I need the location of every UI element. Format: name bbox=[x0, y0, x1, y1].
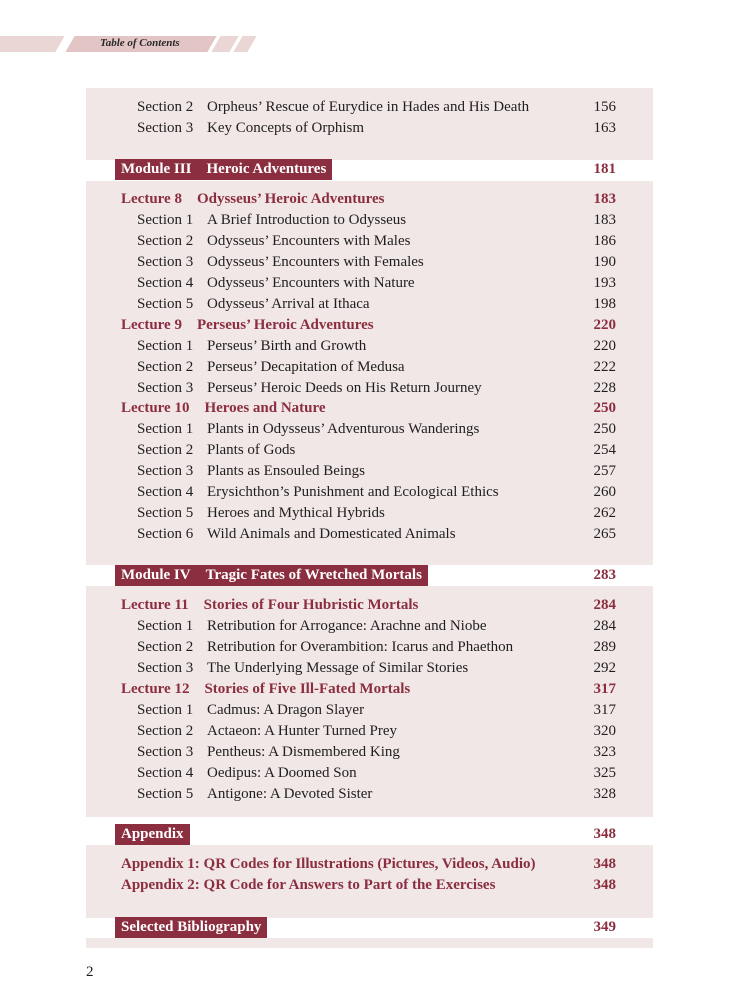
module-heading bbox=[115, 565, 428, 586]
section-label: Section 3 bbox=[137, 254, 194, 270]
lecture-title: Perseus’ Heroic Adventures bbox=[196, 317, 374, 333]
toc-section-row[interactable] bbox=[0, 118, 750, 138]
section-label: Section 2 bbox=[137, 723, 194, 739]
lecture-label: Lecture 10 bbox=[121, 400, 190, 416]
toc-section-row[interactable] bbox=[0, 742, 750, 762]
toc-section-row[interactable] bbox=[0, 419, 750, 439]
lecture-page: 250 bbox=[593, 400, 616, 416]
section-title: Retribution for Overambition: Icarus and Phaethon bbox=[207, 639, 514, 655]
section-label: Section 1 bbox=[137, 212, 194, 228]
toc-panel bbox=[86, 938, 653, 948]
lecture-page: 284 bbox=[593, 597, 616, 613]
section-label: Section 2 bbox=[137, 359, 194, 375]
section-label: Section 6 bbox=[137, 526, 194, 542]
lecture-label: Lecture 8 bbox=[121, 191, 182, 207]
section-title: Odysseus’ Encounters with Males bbox=[207, 233, 411, 249]
appendix-item-page: 348 bbox=[593, 877, 616, 893]
section-title: Key Concepts of Orphism bbox=[207, 120, 365, 136]
toc-section-row[interactable] bbox=[0, 357, 750, 377]
toc-section-row[interactable] bbox=[0, 503, 750, 523]
section-page: 198 bbox=[593, 296, 616, 312]
section-title: Cadmus: A Dragon Slayer bbox=[207, 702, 365, 718]
section-page: 292 bbox=[593, 660, 616, 676]
section-page: 328 bbox=[593, 786, 616, 802]
lecture-title: Odysseus’ Heroic Adventures bbox=[196, 191, 385, 207]
toc-section-row[interactable] bbox=[0, 273, 750, 293]
section-title: Heroes and Mythical Hybrids bbox=[207, 505, 385, 521]
section-title: Oedipus: A Doomed Son bbox=[207, 765, 357, 781]
module-label: Module III bbox=[121, 161, 192, 177]
appendix-item-title: Appendix 1: QR Codes for Illustrations (Pictures, Videos, Audio) bbox=[121, 856, 536, 872]
toc-section-row[interactable] bbox=[0, 658, 750, 678]
toc-lecture-row[interactable] bbox=[0, 595, 750, 615]
toc-section-row[interactable] bbox=[0, 440, 750, 460]
toc-section-row[interactable] bbox=[0, 231, 750, 251]
section-page: 265 bbox=[593, 526, 616, 542]
toc-section-row[interactable] bbox=[0, 637, 750, 657]
lecture-heading bbox=[121, 679, 410, 699]
section-label: Section 1 bbox=[137, 702, 194, 718]
section-page: 183 bbox=[593, 212, 616, 228]
lecture-label: Lecture 11 bbox=[121, 597, 189, 613]
lecture-label: Lecture 12 bbox=[121, 681, 190, 697]
appendix-item-title: Appendix 2: QR Code for Answers to Part of the Exercises bbox=[121, 877, 496, 893]
lecture-heading bbox=[121, 189, 384, 209]
lecture-title: Heroes and Nature bbox=[204, 400, 326, 416]
toc-section-row[interactable] bbox=[0, 294, 750, 314]
lecture-title: Stories of Four Hubristic Mortals bbox=[203, 597, 419, 613]
appendix-item-page: 348 bbox=[593, 856, 616, 872]
toc-section-row[interactable] bbox=[0, 524, 750, 544]
module-title: Tragic Fates of Wretched Mortals bbox=[205, 567, 422, 583]
section-label: Section 1 bbox=[137, 618, 194, 634]
toc-lecture-row[interactable] bbox=[0, 398, 750, 418]
toc-section-row[interactable] bbox=[0, 784, 750, 804]
toc-section-row[interactable] bbox=[0, 336, 750, 356]
running-header bbox=[0, 36, 270, 54]
bibliography-page: 349 bbox=[593, 919, 616, 935]
section-page: 257 bbox=[593, 463, 616, 479]
section-label: Section 3 bbox=[137, 463, 194, 479]
section-label: Section 4 bbox=[137, 765, 194, 781]
module-heading-row[interactable] bbox=[0, 159, 750, 180]
appendix-heading-row[interactable] bbox=[0, 824, 750, 845]
section-title: Odysseus’ Arrival at Ithaca bbox=[207, 296, 370, 312]
section-page: 163 bbox=[593, 120, 616, 136]
section-label: Section 3 bbox=[137, 744, 194, 760]
section-page: 260 bbox=[593, 484, 616, 500]
module-page: 181 bbox=[593, 161, 616, 177]
page-number: 2 bbox=[86, 964, 94, 980]
section-title: Odysseus’ Encounters with Nature bbox=[207, 275, 415, 291]
appendix-heading: Appendix bbox=[115, 824, 190, 845]
section-title: Antigone: A Devoted Sister bbox=[207, 786, 373, 802]
module-label: Module IV bbox=[121, 567, 191, 583]
section-page: 193 bbox=[593, 275, 616, 291]
bibliography-heading: Selected Bibliography bbox=[115, 917, 267, 938]
section-label: Section 3 bbox=[137, 660, 194, 676]
lecture-title: Stories of Five Ill-Fated Mortals bbox=[204, 681, 411, 697]
running-title: Table of Contents bbox=[100, 37, 180, 49]
section-page: 289 bbox=[593, 639, 616, 655]
toc-section-row[interactable] bbox=[0, 482, 750, 502]
lecture-heading bbox=[121, 315, 374, 335]
module-heading bbox=[115, 159, 332, 180]
section-title: The Underlying Message of Similar Stories bbox=[207, 660, 469, 676]
section-title: Actaeon: A Hunter Turned Prey bbox=[207, 723, 397, 739]
section-label: Section 2 bbox=[137, 442, 194, 458]
toc-section-row[interactable] bbox=[0, 763, 750, 783]
lecture-page: 183 bbox=[593, 191, 616, 207]
section-page: 156 bbox=[593, 99, 616, 115]
toc-section-row[interactable] bbox=[0, 721, 750, 741]
section-page: 262 bbox=[593, 505, 616, 521]
section-label: Section 1 bbox=[137, 338, 194, 354]
lecture-page: 317 bbox=[593, 681, 616, 697]
section-label: Section 1 bbox=[137, 421, 194, 437]
section-label: Section 4 bbox=[137, 484, 194, 500]
section-title: A Brief Introduction to Odysseus bbox=[207, 212, 407, 228]
section-title: Odysseus’ Encounters with Females bbox=[207, 254, 424, 270]
section-title: Erysichthon’s Punishment and Ecological Ethics bbox=[207, 484, 499, 500]
toc-section-row[interactable] bbox=[0, 378, 750, 398]
section-page: 228 bbox=[593, 380, 616, 396]
section-label: Section 2 bbox=[137, 233, 194, 249]
section-title: Wild Animals and Domesticated Animals bbox=[207, 526, 456, 542]
section-title: Pentheus: A Dismembered King bbox=[207, 744, 400, 760]
module-heading-row[interactable] bbox=[0, 565, 750, 586]
section-label: Section 5 bbox=[137, 786, 194, 802]
section-page: 320 bbox=[593, 723, 616, 739]
section-title: Plants of Gods bbox=[207, 442, 296, 458]
section-page: 323 bbox=[593, 744, 616, 760]
section-title: Retribution for Arrogance: Arachne and Niobe bbox=[207, 618, 487, 634]
section-page: 220 bbox=[593, 338, 616, 354]
toc-appendix-row[interactable] bbox=[0, 875, 750, 895]
section-title: Orpheus’ Rescue of Eurydice in Hades and His Death bbox=[207, 99, 530, 115]
section-page: 190 bbox=[593, 254, 616, 270]
toc-section-row[interactable] bbox=[0, 97, 750, 117]
appendix-page: 348 bbox=[593, 826, 616, 842]
section-title: Perseus’ Decapitation of Medusa bbox=[207, 359, 405, 375]
section-page: 317 bbox=[593, 702, 616, 718]
section-page: 222 bbox=[593, 359, 616, 375]
section-title: Plants as Ensouled Beings bbox=[207, 463, 365, 479]
section-page: 284 bbox=[593, 618, 616, 634]
module-title: Heroic Adventures bbox=[206, 161, 327, 177]
lecture-heading bbox=[121, 595, 418, 615]
toc-section-row[interactable] bbox=[0, 700, 750, 720]
section-label: Section 2 bbox=[137, 99, 194, 115]
toc-section-row[interactable] bbox=[0, 210, 750, 230]
bibliography-heading-row[interactable] bbox=[0, 917, 750, 938]
section-title: Perseus’ Birth and Growth bbox=[207, 338, 367, 354]
section-page: 250 bbox=[593, 421, 616, 437]
toc-lecture-row[interactable] bbox=[0, 679, 750, 699]
section-label: Section 3 bbox=[137, 120, 194, 136]
toc-lecture-row[interactable] bbox=[0, 315, 750, 335]
section-page: 325 bbox=[593, 765, 616, 781]
section-label: Section 5 bbox=[137, 296, 194, 312]
section-title: Plants in Odysseus’ Adventurous Wanderings bbox=[207, 421, 480, 437]
lecture-label: Lecture 9 bbox=[121, 317, 182, 333]
toc-lecture-row[interactable] bbox=[0, 189, 750, 209]
toc-section-row[interactable] bbox=[0, 252, 750, 272]
section-label: Section 2 bbox=[137, 639, 194, 655]
section-label: Section 5 bbox=[137, 505, 194, 521]
toc-appendix-row[interactable] bbox=[0, 854, 750, 874]
toc-section-row[interactable] bbox=[0, 616, 750, 636]
toc-section-row[interactable] bbox=[0, 461, 750, 481]
module-page: 283 bbox=[593, 567, 616, 583]
ribbon-segment bbox=[0, 36, 65, 52]
section-label: Section 3 bbox=[137, 380, 194, 396]
section-title: Perseus’ Heroic Deeds on His Return Journey bbox=[207, 380, 482, 396]
section-page: 186 bbox=[593, 233, 616, 249]
lecture-heading bbox=[121, 398, 326, 418]
lecture-page: 220 bbox=[593, 317, 616, 333]
section-page: 254 bbox=[593, 442, 616, 458]
section-label: Section 4 bbox=[137, 275, 194, 291]
